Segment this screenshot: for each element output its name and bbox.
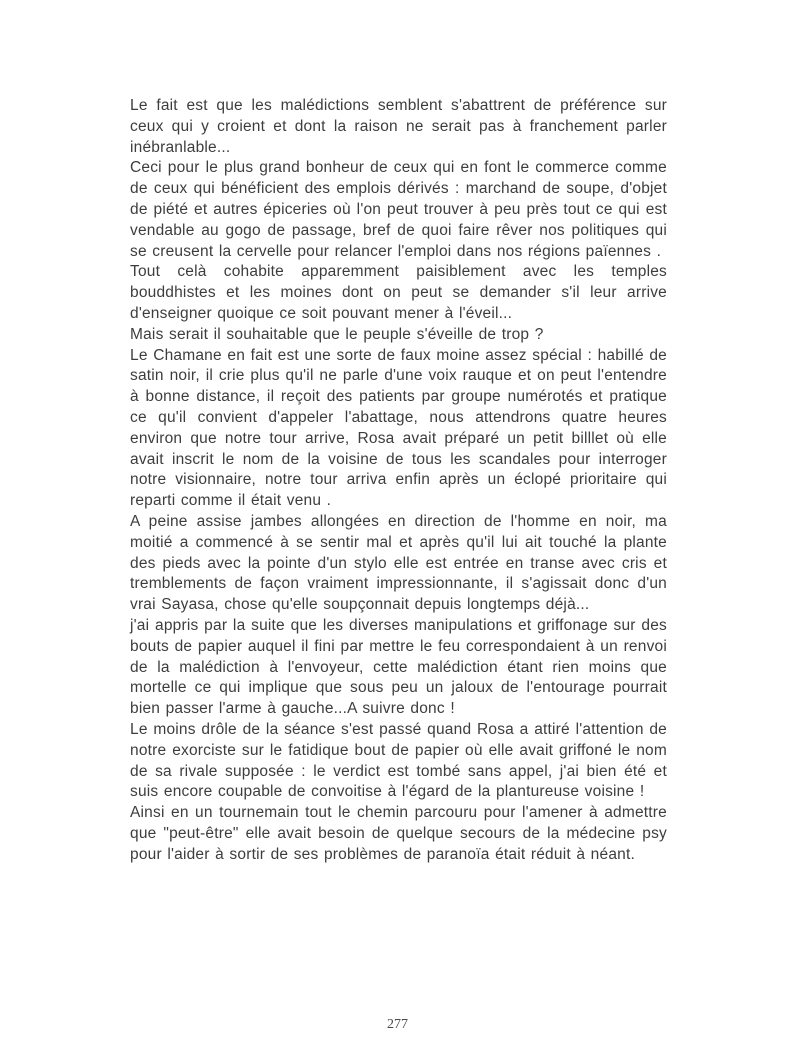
paragraph: j'ai appris par la suite que les diverses manipulations et griffonage sur des bouts de papier auquel il fini par mettre le feu correspondaient à un renvoi de la malédiction à l'envoyeur, cette malédiction étant rien moins que mortelle ce qui implique que sous peu un jaloux de l'entourage pourrait bien passer l'arme à gauche...A suivre donc ! — [130, 616, 667, 718]
paragraph: Tout celà cohabite apparemment paisiblement avec les temples bouddhistes et les moines dont on peut se demander s'il leur arrive d'enseigner quoique ce soit pouvant mener à l'éveil... — [130, 263, 667, 322]
paragraph: Ceci pour le plus grand bonheur de ceux qui en font le commerce comme de ceux qui bénéficient des emplois dérivés : marchand de soupe, d'objet de piété et autres épiceries où l'on peut trouver à peu près tout ce qui est vendable au gogo de passage, bref de quoi faire rêver nos politiques qui se creusent la cervelle pour relancer l'emploi dans nos régions païennes . — [130, 159, 667, 260]
paragraph: Le Chamane en fait est une sorte de faux moine assez spécial : habillé de satin noir, il crie plus qu'il ne parle d'une voix rauque et on peut l'entendre à bonne distance, il reçoit des patients par groupe numérotés et pratique ce qu'il convient d'appeler l'abattage, nous attendrons quatre heures environ que notre tour arrive, Rosa avait préparé un petit billlet où elle avait inscrit le nom de la voisine de tous les scandales pour interroger notre visionnaire, notre tour arriva enfin après un éclopé prioritaire qui reparti comme il était venu . — [130, 346, 667, 510]
paragraph: Le moins drôle de la séance s'est passé quand Rosa a attiré l'attention de notre exorciste sur le fatidique bout de papier où elle avait griffoné le nom de sa rivale supposée : le verdict est tombé sans appel, j'ai bien été et suis encore coupable de convoitise à l'égard de la plantureuse voisine ! — [130, 720, 667, 801]
paragraph: A peine assise jambes allongées en direction de l'homme en noir, ma moitié a commencé à se sentir mal et après qu'il lui ait touché la plante des pieds avec la pointe d'un stylo elle est entrée en transe avec cris et tremblements de façon vraiment impressionnante, il s'agissait donc d'un vrai Sayasa, chose qu'elle soupçonnait depuis longtemps déjà... — [130, 512, 667, 614]
paragraph: Le fait est que les malédictions semblent s'abattrent de préférence sur ceux qui y croient et dont la raison ne serait pas à franchement parler inébranlable... — [130, 97, 667, 156]
text-block — [130, 96, 667, 865]
paragraph: Ainsi en un tournemain tout le chemin parcouru pour l'amener à admettre que "peut-être" elle avait besoin de quelque secours de la médecine psy pour l'aider à sortir de ses problèmes de paranoïa était réduit à néant. — [130, 804, 667, 863]
paragraph: Mais serait il souhaitable que le peuple s'éveille de trop ? — [130, 325, 544, 343]
page-number: 277 — [387, 1017, 408, 1032]
